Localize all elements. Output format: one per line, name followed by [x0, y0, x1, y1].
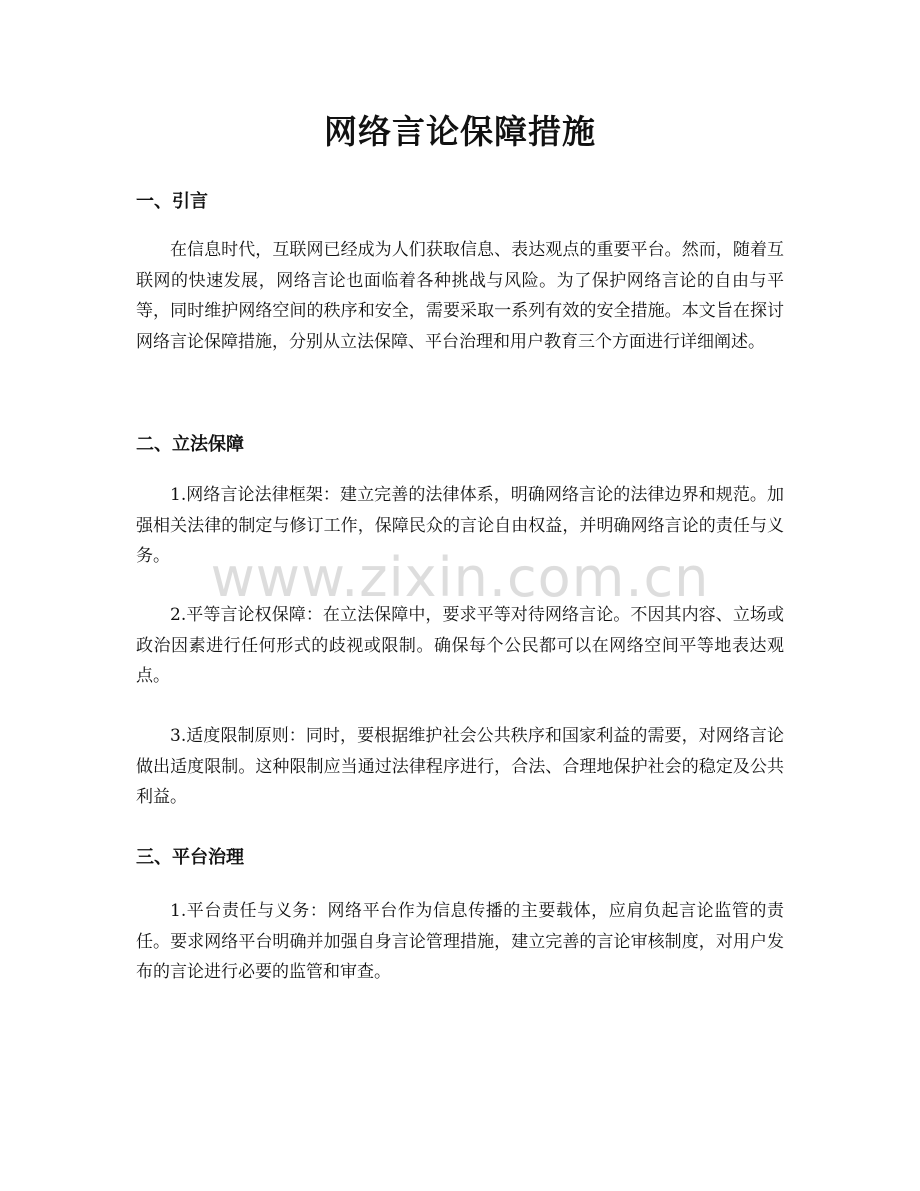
intro-paragraph: 在信息时代，互联网已经成为人们获取信息、表达观点的重要平台。然而，随着互联网的快速发展，网络言论也面临着各种挑战与风险。为了保护网络言论的自由与平等，同时维护网络空间的秩序和安全，需要采取一系列有效的安全措施。本文旨在探讨网络言论保障措施，分别从立法保障、平台治理和用户教育三个方面进行详细阐述。 [136, 240, 784, 352]
legislation-paragraph-2: 2.平等言论权保障：在立法保障中，要求平等对待网络言论。不因其内容、立场或政治因素进行任何形式的歧视或限制。确保每个公民都可以在网络空间平等地表达观点。 [136, 605, 784, 686]
watermark: www.zixin.com.cn [210, 546, 710, 609]
section-heading-introduction: 一、引言 [136, 191, 208, 212]
platform-paragraph-1: 1.平台责任与义务：网络平台作为信息传播的主要载体，应肩负起言论监管的责任。要求网络平台明确并加强自身言论管理措施，建立完善的言论审核制度，对用户发布的言论进行必要的监管和审查。 [136, 901, 784, 982]
section-heading-platform-governance: 三、平台治理 [136, 847, 244, 868]
legislation-paragraph-3: 3.适度限制原则：同时，要根据维护社会公共秩序和国家利益的需要，对网络言论做出适度限制。这种限制应当通过法律程序进行，合法、合理地保护社会的稳定及公共利益。 [136, 726, 784, 807]
page-title: 网络言论保障措施 [324, 112, 596, 151]
legislation-paragraph-1: 1.网络言论法律框架：建立完善的法律体系，明确网络言论的法律边界和规范。加强相关法律的制定与修订工作，保障民众的言论自由权益，并明确网络言论的责任与义务。 [136, 485, 784, 566]
section-heading-legislation: 二、立法保障 [136, 434, 244, 455]
